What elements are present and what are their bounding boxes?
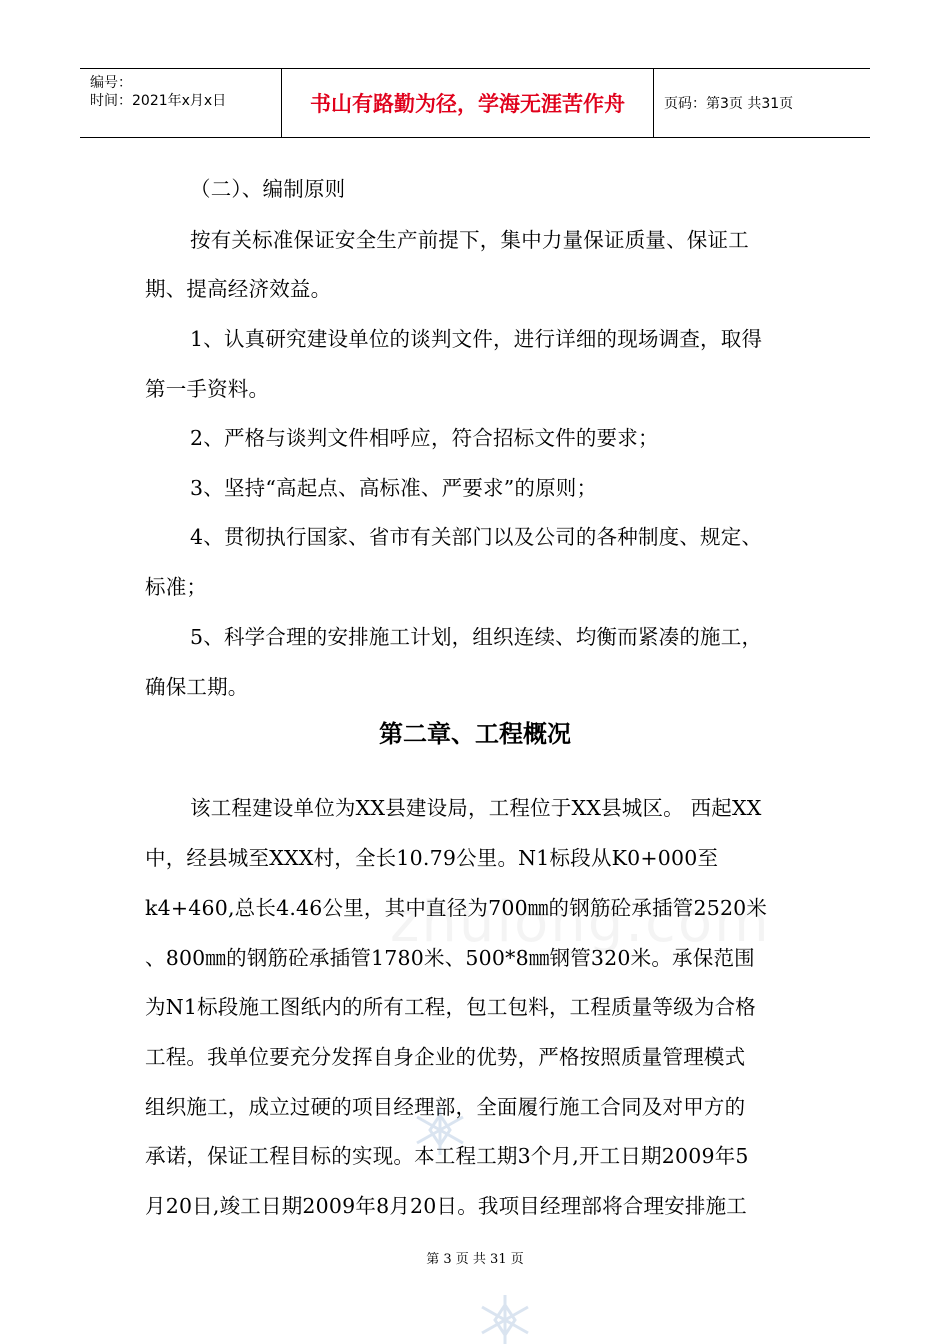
page-footer: 第 3 页 共 31 页 (426, 1252, 524, 1267)
paragraph-line: 组织施工，成立过硬的项目经理部，全面履行施工合同及对甲方的 (145, 1095, 746, 1119)
paragraph-line: 标准； (145, 575, 208, 599)
paragraph-line: 月20日,竣工日期2009年8月20日。我项目经理部将合理安排施工 (145, 1194, 747, 1218)
paragraph-line: 期、提高经济效益。 (145, 277, 332, 301)
paragraph-line: 确保工期。 (145, 675, 249, 699)
watermark (390, 890, 771, 955)
chapter-title: 第二章、工程概况 (379, 720, 571, 748)
header-left-cell (80, 69, 281, 137)
paragraph-line: 承诺，保证工程目标的实现。本工程工期3个月,开工日期2009年5 (145, 1144, 749, 1168)
section-heading: （二）、编制原则 (190, 177, 346, 201)
paragraph-line: 、800㎜的钢筋砼承插管1780米、500*8㎜钢管320米。承保范围 (145, 946, 755, 970)
paragraph-line: 1、认真研究建设单位的谈判文件，进行详细的现场调查，取得 (190, 327, 763, 351)
paragraph-line: 第一手资料。 (145, 377, 270, 401)
paragraph-line: 4、贯彻执行国家、省市有关部门以及公司的各种制度、规定、 (190, 525, 763, 549)
paragraph-line: 5、科学合理的安排施工计划，组织连续、均衡而紧凑的施工， (190, 625, 763, 649)
paragraph-line: 中，经县城至XXX村，全长10.79公里。N1标段从K0+000至 (145, 846, 719, 870)
paragraph-line: 按有关标准保证安全生产前提下，集中力量保证质量、保证工 (190, 228, 749, 252)
paragraph-line: 2、严格与谈判文件相呼应，符合招标文件的要求； (190, 426, 659, 450)
paragraph-line: k4+460,总长4.46公里，其中直径为700㎜的钢筋砼承插管2520米 (145, 896, 768, 920)
paragraph-line: 为N1标段施工图纸内的所有工程，包工包料，工程质量等级为合格 (145, 995, 756, 1019)
paragraph-line: 3、坚持“高起点、高标准、严要求”的原则； (190, 476, 598, 500)
page-header (80, 68, 870, 138)
date-line: 时间：2021年x月x日 (90, 93, 227, 109)
paragraph-line: 工程。我单位要充分发挥自身企业的优势，严格按照质量管理模式 (145, 1045, 746, 1069)
paragraph-line: 该工程建设单位为XX县建设局，工程位于XX县城区。 西起XX (190, 796, 762, 820)
page-info: 页码：第3页 共31页 (664, 96, 794, 112)
motto: 书山有路勤为径，学海无涯苦作舟 (281, 69, 654, 137)
snowflake-watermark-icon (470, 1290, 540, 1344)
number-label: 编号： (90, 75, 132, 91)
snowflake-watermark-icon (405, 1100, 475, 1160)
